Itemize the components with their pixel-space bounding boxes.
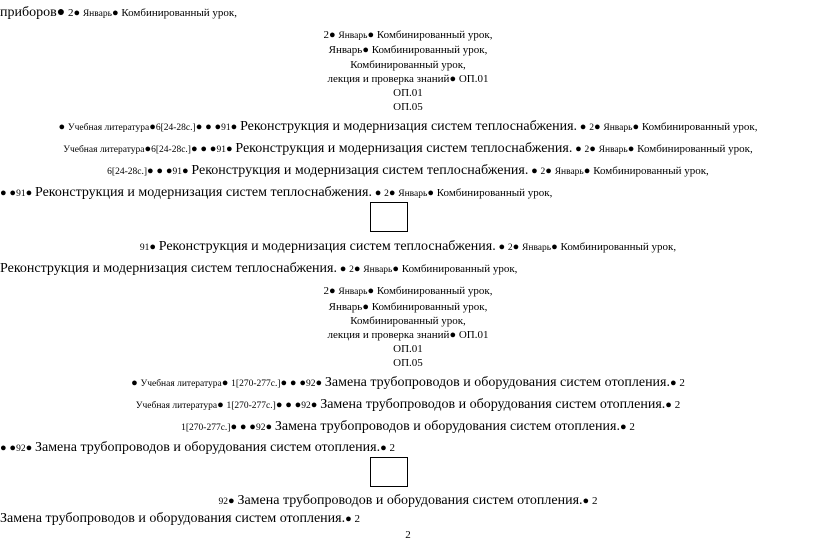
bullet: ● <box>25 442 33 454</box>
bullet: ● <box>582 495 590 507</box>
doc-line-16: Комбинированный урок, <box>350 315 466 327</box>
bullet: ● <box>380 442 387 454</box>
doc-line-2 <box>0 30 816 42</box>
lesson-type: Комбинированный урок, <box>593 165 709 177</box>
bullet: ● <box>427 187 435 199</box>
bullet: ● <box>299 377 306 389</box>
doc-line-21 <box>0 398 816 412</box>
bullet: ● <box>670 377 677 389</box>
reference: 1[270-277с.] <box>231 379 281 389</box>
hours: 2 <box>584 145 590 155</box>
bullet: ● <box>362 301 369 313</box>
bullet: ● <box>0 187 7 199</box>
topic: Реконструкция и модернизация систем теплоснабжения. <box>235 141 573 156</box>
lesson-type: Комбинированный урок, <box>637 143 753 155</box>
topic: Реконструкция и модернизация систем теплоснабжения. <box>158 239 496 254</box>
lecture-text: лекция и проверка знаний <box>327 73 450 85</box>
bullet: ● <box>374 187 382 199</box>
bullet: ● <box>131 377 138 389</box>
doc-line-19: ОП.05 <box>393 357 423 369</box>
lesson-type: Комбинированный урок, <box>376 29 493 41</box>
number: 91 <box>172 167 182 177</box>
bullet: ● <box>362 44 369 56</box>
bullet: ● <box>149 241 156 253</box>
topic: Реконструкция и модернизация систем теплоснабжения. <box>0 261 337 276</box>
bullet: ● <box>498 241 506 253</box>
bullet: ● <box>190 143 198 155</box>
lesson-type: Комбинированный урок, <box>641 121 758 133</box>
bullet: ● <box>111 7 119 19</box>
empty-image-box <box>370 202 408 232</box>
hours: 2 <box>67 7 74 19</box>
bullet: ● <box>56 5 66 20</box>
doc-line-22 <box>0 420 816 434</box>
doc-line-20 <box>0 376 816 390</box>
month: Январь <box>398 189 428 199</box>
hours: 2 <box>323 29 329 41</box>
op-code: ОП.01 <box>458 73 489 85</box>
hours: 2 <box>629 421 635 433</box>
doc-line-26: 2 <box>405 529 411 541</box>
lesson-type: Комбинированный урок, <box>121 7 237 19</box>
bullet: ● <box>575 143 582 155</box>
doc-line-25 <box>0 512 816 526</box>
topic: Замена трубопроводов и оборудования систем отопления. <box>237 493 583 508</box>
bullet: ● <box>25 187 33 199</box>
doc-line-7: ОП.05 <box>393 101 423 113</box>
bullet: ● <box>9 187 17 199</box>
number: 92 <box>218 497 229 507</box>
doc-line-17 <box>0 330 816 341</box>
month: Январь <box>82 9 112 19</box>
hours: 2 <box>540 167 546 177</box>
literature: Учебная литература <box>67 123 150 133</box>
doc-line-10 <box>0 164 816 178</box>
hours: 2 <box>589 123 594 133</box>
hours: 2 <box>389 442 395 454</box>
bullet: ● <box>156 165 164 177</box>
bullet: ● <box>147 165 154 177</box>
bullet: ● <box>310 399 318 411</box>
bullet: ● <box>214 121 222 133</box>
doc-line-8 <box>0 120 816 134</box>
month: Январь <box>554 167 584 177</box>
topic: Замена трубопроводов и оборудования систем отопления. <box>274 419 620 434</box>
doc-line-5 <box>0 74 816 85</box>
hours: 2 <box>323 285 329 297</box>
bullet: ● <box>73 7 81 19</box>
bullet: ● <box>551 241 558 253</box>
hours: 2 <box>507 243 513 253</box>
bullet: ● <box>205 121 212 133</box>
bullet: ● <box>280 377 288 389</box>
bullet: ● <box>225 143 233 155</box>
month: Январь <box>598 145 628 155</box>
bullet: ● <box>217 399 224 411</box>
lesson-type: Комбинированный урок, <box>436 187 553 199</box>
reference: 6[24-28с.] <box>151 145 191 155</box>
bullet: ● <box>339 263 347 275</box>
doc-line-12 <box>0 240 816 254</box>
doc-line-24 <box>0 494 816 508</box>
bullet: ● <box>249 421 256 433</box>
doc-line-18: ОП.01 <box>393 343 423 355</box>
bullet: ● <box>9 442 17 454</box>
topic: Реконструкция и модернизация систем теплоснабжения. <box>240 119 578 134</box>
lesson-type: Комбинированный урок, <box>560 241 677 253</box>
bullet: ● <box>315 377 323 389</box>
bullet: ● <box>531 165 538 177</box>
empty-image-box <box>370 457 408 487</box>
month: Январь <box>603 123 633 133</box>
literature: Учебная литература <box>63 145 145 155</box>
doc-line-11 <box>0 186 816 200</box>
hours: 2 <box>349 265 354 275</box>
lesson-type: Комбинированный урок, <box>371 44 488 56</box>
doc-line-1 <box>0 6 816 20</box>
hours: 2 <box>384 189 389 199</box>
bullet: ● <box>367 29 375 41</box>
bullet: ● <box>58 121 66 133</box>
bullet: ● <box>285 399 292 411</box>
month: Январь <box>338 31 368 41</box>
bullet: ● <box>619 421 627 433</box>
bullet: ● <box>392 263 400 275</box>
bullet: ● <box>275 399 283 411</box>
bullet: ● <box>589 143 596 155</box>
topic: Замена трубопроводов и оборудования систем отопления. <box>324 375 670 390</box>
doc-line-15 <box>0 302 816 313</box>
doc-line-9 <box>0 142 816 156</box>
bullet: ● <box>449 329 457 341</box>
hours: 2 <box>354 513 361 525</box>
literature: Учебная литература <box>140 379 222 389</box>
bullet: ● <box>165 165 173 177</box>
bullet: ● <box>367 285 375 297</box>
bullet: ● <box>632 121 640 133</box>
bullet: ● <box>583 165 591 177</box>
number: 91 <box>221 123 231 133</box>
bullet: ● <box>294 399 302 411</box>
doc-line-3 <box>0 45 816 56</box>
bullet: ● <box>239 421 247 433</box>
number: 91 <box>139 243 150 253</box>
bullet: ● <box>665 399 672 411</box>
month: Январь <box>338 287 368 297</box>
number: 91 <box>216 145 226 155</box>
bullet: ● <box>353 263 361 275</box>
bullet: ● <box>230 121 238 133</box>
number: 92 <box>16 444 26 454</box>
lesson-type: Комбинированный урок, <box>401 263 518 275</box>
bullet: ● <box>593 121 601 133</box>
bullet: ● <box>149 121 156 133</box>
bullet: ● <box>289 377 297 389</box>
doc-line-13 <box>0 262 816 276</box>
bullet: ● <box>200 143 208 155</box>
number: 91 <box>16 189 26 199</box>
bullet: ● <box>328 285 336 297</box>
doc-line-4: Комбинированный урок, <box>350 59 466 71</box>
bullet: ● <box>195 121 203 133</box>
topic: Замена трубопроводов и оборудования систем отопления. <box>34 440 381 455</box>
month: Январь <box>363 265 393 275</box>
reference: 1[270-277с.] <box>181 423 231 433</box>
bullet: ● <box>545 165 552 177</box>
topic: Реконструкция и модернизация систем теплоснабжения. <box>191 163 529 178</box>
doc-line-14 <box>0 286 816 298</box>
reference: 1[270-277с.] <box>226 401 276 411</box>
hours: 2 <box>679 377 685 389</box>
number: 92 <box>305 379 316 389</box>
bullet: ● <box>209 143 217 155</box>
bullet: ● <box>449 73 457 85</box>
topic: Реконструкция и модернизация систем теплоснабжения. <box>34 185 372 200</box>
lesson-type: Комбинированный урок, <box>376 285 493 297</box>
topic: Замена трубопроводов и оборудования систем отопления. <box>320 397 666 412</box>
reference: 6[24-28с.] <box>107 167 148 177</box>
bullet: ● <box>579 121 587 133</box>
month: Январь <box>328 44 363 56</box>
number: 92 <box>255 423 266 433</box>
bullet: ● <box>627 143 635 155</box>
bullet: ● <box>228 495 235 507</box>
lesson-type: Комбинированный урок, <box>371 301 488 313</box>
literature: Учебная литература <box>135 401 218 411</box>
doc-line-23 <box>0 441 816 455</box>
month: Январь <box>328 301 363 313</box>
reference: 6[24-28с.] <box>155 123 196 133</box>
bullet: ● <box>345 513 352 525</box>
bullet: ● <box>144 143 152 155</box>
bullet: ● <box>328 29 336 41</box>
bullet: ● <box>181 165 189 177</box>
bullet: ● <box>388 187 396 199</box>
bullet: ● <box>230 421 238 433</box>
month: Январь <box>522 243 552 253</box>
topic: Замена трубопроводов и оборудования систем отопления. <box>0 511 346 526</box>
op-code: ОП.01 <box>458 329 489 341</box>
bullet: ● <box>265 421 273 433</box>
bullet: ● <box>0 442 7 454</box>
text-pribory: приборов <box>0 5 57 20</box>
bullet: ● <box>221 377 229 389</box>
bullet: ● <box>512 241 520 253</box>
lecture-text: лекция и проверка знаний <box>327 329 450 341</box>
number: 92 <box>301 401 311 411</box>
doc-line-6: ОП.01 <box>393 87 423 99</box>
hours: 2 <box>591 495 598 507</box>
hours: 2 <box>674 399 681 411</box>
